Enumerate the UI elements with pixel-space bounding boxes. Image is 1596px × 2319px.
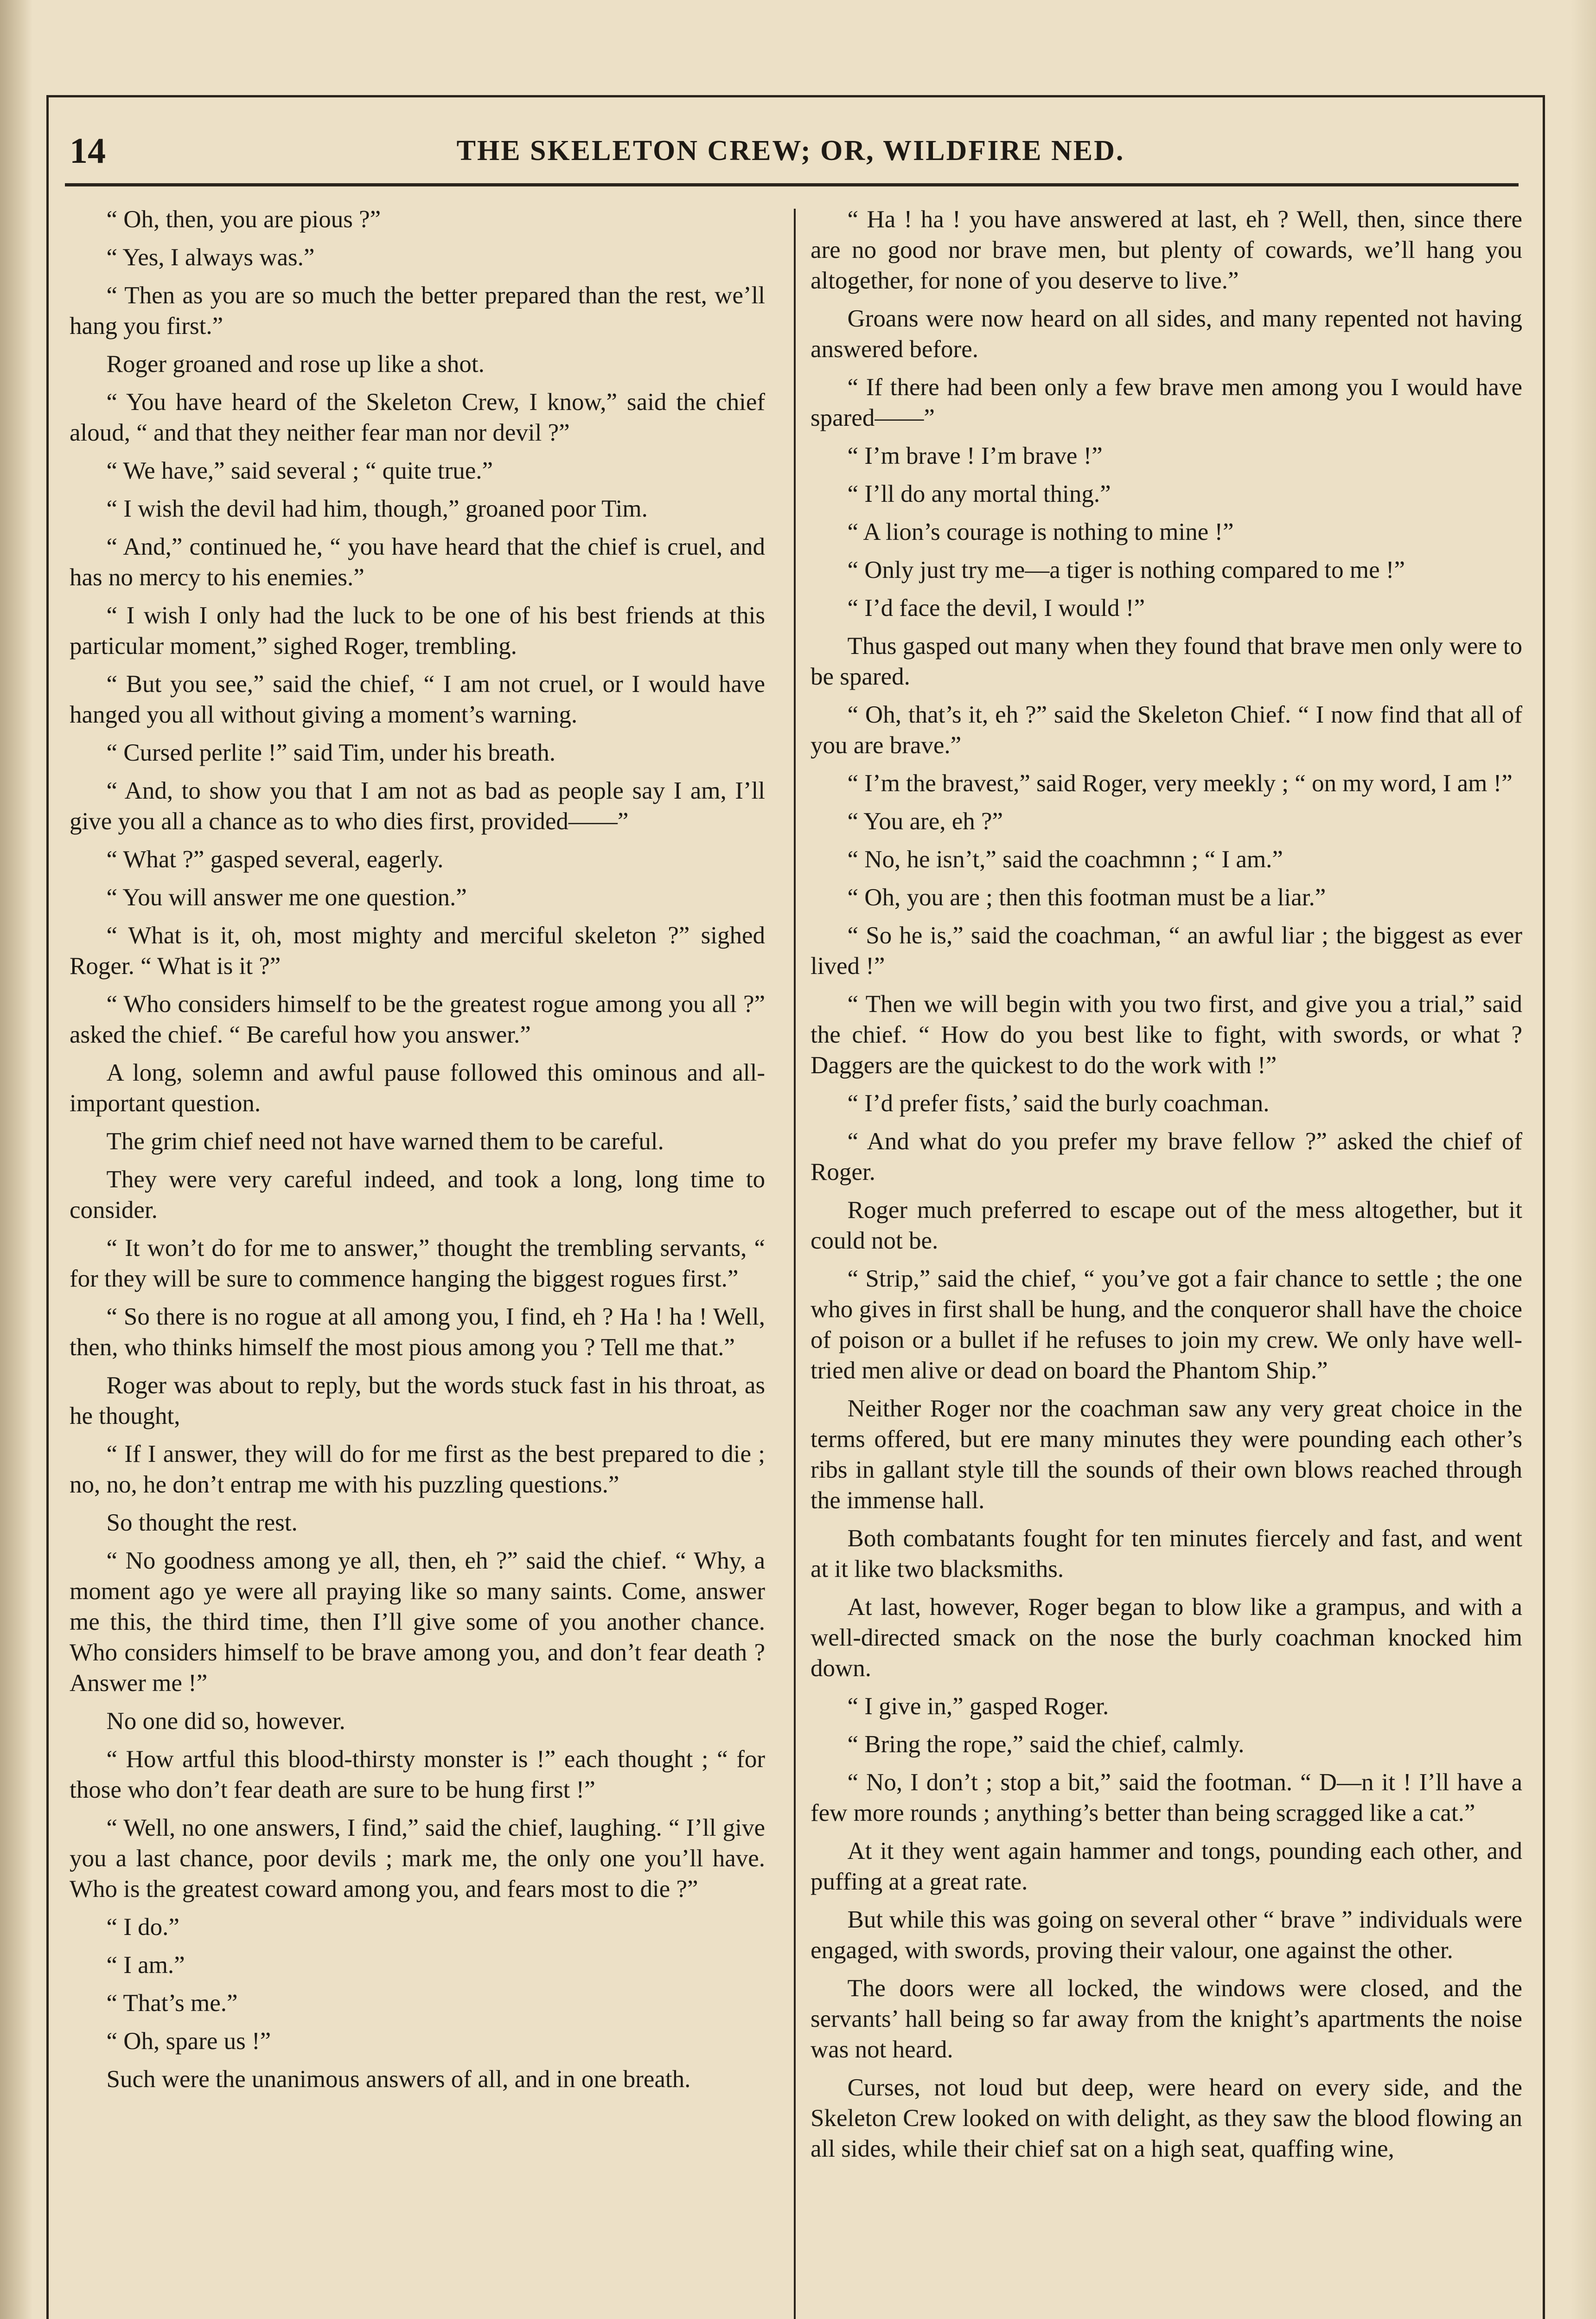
border-rule-right [1543,95,1545,2319]
paragraph: “ Oh, spare us !” [106,2028,271,2055]
paragraph: So thought the rest. [106,1509,298,1536]
paragraph: “ But you see,” said the chief, “ I am not cruel, or I would have hanged you all without giving a moment’s warning. [70,671,765,728]
paragraph: “ Then as you are so much the better prepared than the rest, we’ll hang you first.” [70,282,765,340]
paragraph: “ How artful this blood-thirsty monster is !” each thought ; “ for those who don’t fear death are sure to be hung first !” [70,1746,765,1803]
paragraph: “ I’ll do any mortal thing.” [847,480,1111,507]
paragraph: “ Then we will begin with you two first, and give you a trial,” said the chief. “ How do you best like to fight, with swords, or what ? Daggers are the quickest to do the work with !” [811,991,1522,1079]
paragraph: “ I am.” [106,1952,185,1979]
paragraph: “ And,” continued he, “ you have heard that the chief is cruel, and has no mercy to his enemies.” [70,533,765,591]
paragraph: “ You will answer me one question.” [106,884,467,911]
paragraph: “ No goodness among ye all, then, eh ?” said the chief. “ Why, a moment ago ye were all praying like so many saints. Come, answer me this, the third time, then I’ll give some of you another chance. Who considers himself to be brave among you, and don’t fear death ? Answer me !” [70,1547,765,1697]
paragraph: “ So there is no rogue at all among you, I find, eh ? Ha ! ha ! Well, then, who thinks himself the most pious among you ? Tell me that.” [70,1303,765,1361]
paragraph: “ Well, no one answers, I find,” said the chief, laughing. “ I’ll give you a last chance, poor devils ; mark me, the only one you’ll have. Who is the greatest coward among you, and fears most to die ?” [70,1814,765,1903]
paragraph: “ I give in,” gasped Roger. [847,1693,1109,1720]
paragraph: “ If there had been only a few brave men among you I would have spared——” [811,374,1522,431]
paragraph: “ Oh, that’s it, eh ?” said the Skeleton Chief. “ I now find that all of you are brave.” [811,701,1522,759]
paragraph: Roger groaned and rose up like a shot. [106,351,485,378]
paragraph: “ Ha ! ha ! you have answered at last, eh ? Well, then, since there are no good nor brave men, but plenty of cowards, we’ll hang you altogether, for none of you deserve to live.” [811,206,1522,294]
paragraph: Neither Roger nor the coachman saw any very great choice in the terms offered, but ere many minutes they were pounding each other’s ribs in gallant style till the sounds of their own blows reached through the immense hall. [811,1395,1522,1514]
paragraph: “ So he is,” said the coachman, “ an awful liar ; the biggest as ever lived !” [811,922,1522,980]
paragraph: “ I wish I only had the luck to be one of his best friends at this particular moment,” sighed Roger, trembling. [70,602,765,660]
paragraph: “ What ?” gasped several, eagerly. [106,846,444,873]
page-number: 14 [70,130,106,171]
paragraph: “ You have heard of the Skeleton Crew, I know,” said the chief aloud, “ and that they neither fear man nor devil ?” [70,389,765,446]
paragraph: “ Oh, then, you are pious ?” [106,206,381,233]
paragraph: “ And, to show you that I am not as bad as people say I am, I’ll give you all a chance as to who dies first, provided——” [70,777,765,835]
paragraph: “ I’d face the devil, I would !” [847,595,1145,621]
paragraph: “ Cursed perlite !” said Tim, under his breath. [106,739,556,766]
paragraph: “ If I answer, they will do for me first as the best prepared to die ; no, no, he don’t entrap me with his puzzling questions.” [70,1441,765,1498]
paragraph: “ I’m brave ! I’m brave !” [847,442,1103,469]
paragraph: They were very careful indeed, and took a long, long time to consider. [70,1166,765,1224]
paragraph: Roger was about to reply, but the words stuck fast in his throat, as he thought, [70,1372,765,1429]
paragraph: Such were the unanimous answers of all, and in one breath. [106,2066,691,2093]
paragraph: “ I’m the bravest,” said Roger, very meekly ; “ on my word, I am !” [847,770,1513,797]
column-divider [794,209,796,2319]
paragraph: Both combatants fought for ten minutes fiercely and fast, and went at it like two blacksmiths. [811,1525,1522,1582]
paragraph: “ Yes, I always was.” [106,244,315,271]
paragraph: At last, however, Roger began to blow like a grampus, and with a well-directed smack on the nose the burly coachman knocked him down. [811,1594,1522,1682]
paragraph: At it they went again hammer and tongs, pounding each other, and puffing at a great rate. [811,1838,1522,1895]
paragraph: “ A lion’s courage is nothing to mine !” [847,519,1234,545]
paragraph: “ Who considers himself to be the greatest rogue among you all ?” asked the chief. “ Be careful how you answer.” [70,991,765,1048]
paragraph: “ What is it, oh, most mighty and merciful skeleton ?” sighed Roger. “ What is it ?” [70,922,765,980]
paragraph: “ You are, eh ?” [847,808,1003,835]
border-rule-left [46,95,49,2319]
border-rule-top [46,95,1545,97]
header-rule [65,183,1519,186]
paragraph: “ It won’t do for me to answer,” thought the trembling servants, “ for they will be sure to commence hanging the biggest rogues first.” [70,1235,765,1292]
paragraph: “ Strip,” said the chief, “ you’ve got a fair chance to settle ; the one who gives in first shall be hung, and the conqueror shall have the choice of poison or a bullet if he refuses to join my crew. We only have well-tried men alive or dead on board the Phantom Ship.” [811,1265,1522,1384]
paragraph: No one did so, however. [106,1708,345,1735]
paragraph: The doors were all locked, the windows were closed, and the servants’ hall being so far away from the knight’s apartments the noise was not heard. [811,1975,1522,2063]
paragraph: Curses, not loud but deep, were heard on every side, and the Skeleton Crew looked on with delight, as they saw the blood flowing an all sides, while their chief sat on a high seat, quaffing wine, [811,2074,1522,2162]
paragraph: “ That’s me.” [106,1990,238,2017]
paragraph: “ No, he isn’t,” said the coachmnn ; “ I am.” [847,846,1283,873]
page-gutter-shadow [0,0,32,2319]
running-title: THE SKELETON CREW; OR, WILDFIRE NED. [456,135,1125,167]
paragraph: “ I’d prefer fists,’ said the burly coachman. [847,1090,1270,1117]
paragraph: “ Only just try me—a tiger is nothing compared to me !” [847,557,1405,583]
paragraph: But while this was going on several other “ brave ” individuals were engaged, with swords, proving their valour, one against the other. [811,1906,1522,1964]
paragraph: Groans were now heard on all sides, and many repented not having answered before. [811,305,1522,363]
paragraph: “ I wish the devil had him, though,” groaned poor Tim. [106,495,648,522]
paragraph: The grim chief need not have warned them to be careful. [106,1128,664,1155]
page-edge [1570,0,1596,2319]
page-header [70,125,1512,176]
paragraph: “ Oh, you are ; then this footman must be a liar.” [847,884,1326,911]
right-column [811,204,1522,2172]
paragraph: “ We have,” said several ; “ quite true.” [106,457,493,484]
paragraph: “ Bring the rope,” said the chief, calmly. [847,1731,1245,1758]
paragraph: Roger much preferred to escape out of the mess altogether, but it could not be. [811,1197,1522,1254]
paragraph: Thus gasped out many when they found that brave men only were to be spared. [811,633,1522,690]
left-column [70,204,765,2102]
paragraph: A long, solemn and awful pause followed this ominous and all-important question. [70,1059,765,1117]
paragraph: “ And what do you prefer my brave fellow ?” asked the chief of Roger. [811,1128,1522,1185]
paragraph: “ No, I don’t ; stop a bit,” said the footman. “ D—n it ! I’ll have a few more rounds ; anything’s better than being scragged like a cat.” [811,1769,1522,1826]
paragraph: “ I do.” [106,1914,179,1941]
